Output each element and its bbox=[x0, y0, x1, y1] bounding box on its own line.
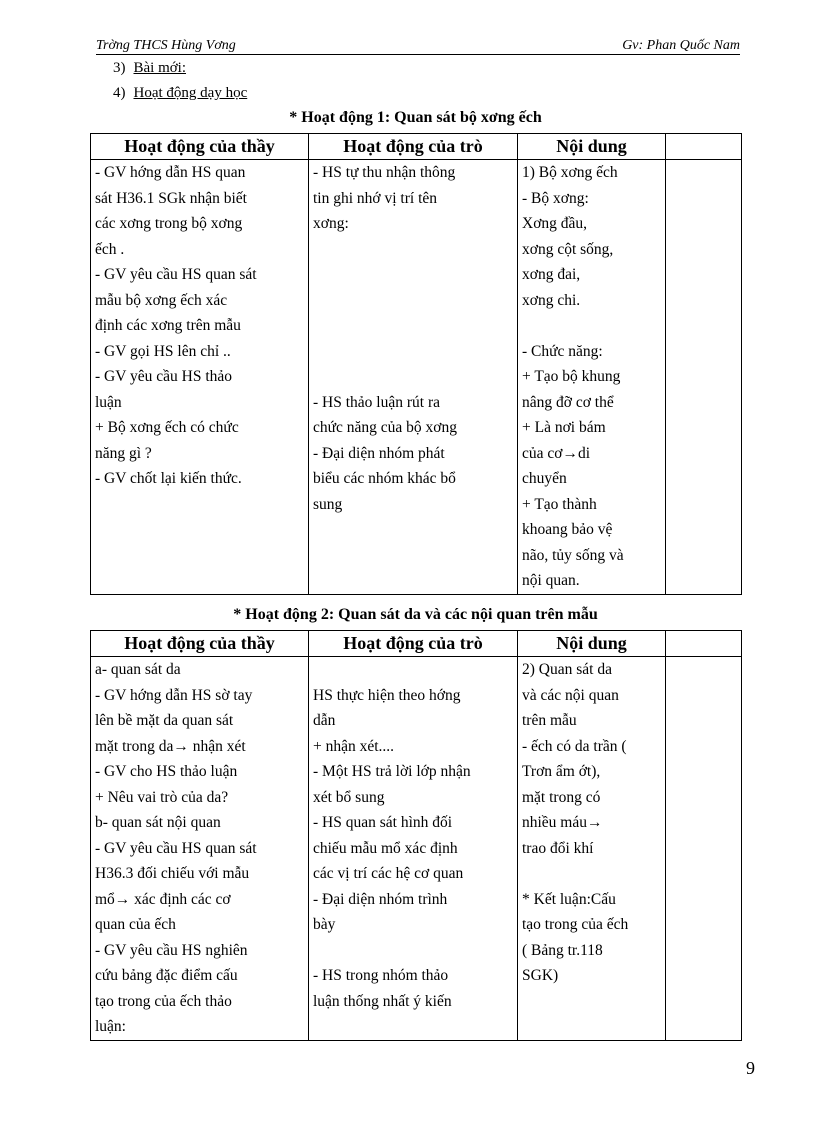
text-line bbox=[522, 313, 661, 339]
text-line: sát H36.1 SGk nhận biết bbox=[95, 189, 247, 207]
text-line: xét bổ sung bbox=[313, 788, 385, 806]
text-line: - ếch có da trần ( bbox=[522, 737, 627, 755]
item-teaching-activity bbox=[113, 85, 247, 102]
col-empty-header bbox=[666, 134, 742, 160]
text-line: - GV gọi HS lên chỉ .. bbox=[95, 342, 231, 360]
text-line: của cơ→di bbox=[522, 444, 591, 462]
text-line: - GV cho HS thảo luận bbox=[95, 763, 238, 780]
text-line: khoang bảo vệ bbox=[522, 521, 613, 538]
text-line: các xơng trong bộ xơng bbox=[95, 215, 243, 232]
text-line: - GV yêu cầu HS quan sát bbox=[95, 266, 257, 283]
text-line: tin ghi nhớ vị trí tên bbox=[313, 189, 438, 207]
text-line: nâng đỡ cơ thể bbox=[522, 393, 614, 411]
item-number: 4) bbox=[113, 85, 126, 101]
text-line: - Một HS trả lời lớp nhận bbox=[313, 763, 471, 780]
student-cell bbox=[309, 657, 518, 1041]
teacher-name: Gv: Phan Quốc Nam bbox=[622, 38, 740, 53]
text-line: - GV chốt lại kiến thức. bbox=[95, 470, 242, 487]
text-line bbox=[313, 938, 513, 964]
text-line: + nhận xét.... bbox=[313, 737, 395, 755]
teacher-cell bbox=[91, 657, 309, 1041]
table-row bbox=[91, 657, 742, 1041]
text-line: + Bộ xơng ếch có chức bbox=[95, 419, 239, 436]
text-line: tạo trong của ếch bbox=[522, 916, 629, 933]
text-line: a- quan sát da bbox=[95, 661, 181, 678]
text-line: trên mẫu bbox=[522, 712, 577, 729]
text-line: + Tạo bộ khung bbox=[522, 368, 621, 385]
text-line: - GV yêu cầu HS nghiên bbox=[95, 941, 248, 959]
section-2-title: * Hoạt động 2: Quan sát da và các nội quan trên mẫu bbox=[233, 606, 598, 623]
text-line bbox=[313, 313, 513, 339]
text-line: xơng đai, bbox=[522, 266, 581, 283]
text-line: - Chức năng: bbox=[522, 342, 603, 360]
text-line: + Tạo thành bbox=[522, 495, 597, 513]
item-number: 3) bbox=[113, 60, 126, 76]
text-line: 1) Bộ xơng ếch bbox=[522, 164, 618, 181]
item-text: Hoạt động dạy học bbox=[133, 85, 248, 101]
col-student-header: Hoạt động của trò bbox=[309, 631, 518, 657]
text-line: chức năng của bộ xơng bbox=[313, 419, 457, 436]
empty-cell bbox=[666, 160, 742, 595]
content-cell bbox=[518, 160, 666, 595]
text-line: - Đại diện nhóm phát bbox=[313, 444, 445, 462]
text-line: - GV yêu cầu HS quan sát bbox=[95, 839, 257, 857]
text-line: năng gì ? bbox=[95, 444, 152, 462]
school-name: Trờng THCS Hùng Vơng bbox=[96, 38, 236, 53]
text-line: bày bbox=[313, 916, 336, 933]
page-header bbox=[96, 38, 740, 55]
section-1-title: * Hoạt động 1: Quan sát bộ xơng ếch bbox=[289, 109, 542, 126]
empty-cell bbox=[666, 657, 742, 1041]
col-teacher-header: Hoạt động của thầy bbox=[91, 134, 309, 160]
col-student-header: Hoạt động của trò bbox=[309, 134, 518, 160]
text-line: nội quan. bbox=[522, 572, 580, 589]
col-content-header: Nội dung bbox=[518, 134, 666, 160]
text-line: ( Bảng tr.118 bbox=[522, 941, 603, 959]
page-number: 9 bbox=[746, 1058, 755, 1078]
text-line bbox=[313, 237, 513, 263]
text-line: - HS tự thu nhận thông bbox=[313, 164, 456, 181]
text-line: tạo trong của ếch thảo bbox=[95, 992, 232, 1010]
text-line: - HS quan sát hình đối bbox=[313, 814, 453, 831]
item-text: Bài mới: bbox=[133, 60, 187, 76]
text-line: b- quan sát nội quan bbox=[95, 814, 221, 831]
text-line: - HS trong nhóm thảo bbox=[313, 967, 449, 984]
text-line: chuyển bbox=[522, 470, 567, 487]
col-teacher-header: Hoạt động của thầy bbox=[91, 631, 309, 657]
text-line: HS thực hiện theo hớng bbox=[313, 686, 461, 704]
text-line: chiếu mẫu mổ xác định bbox=[313, 839, 458, 857]
text-line: ếch . bbox=[95, 240, 125, 258]
text-line bbox=[313, 657, 513, 683]
text-line: xơng chi. bbox=[522, 291, 581, 309]
text-line: luận: bbox=[95, 1018, 126, 1035]
text-line: mổ→ xác định các cơ bbox=[95, 890, 231, 908]
text-line: cứu bảng đặc điểm cấu bbox=[95, 967, 238, 984]
activity-2-table bbox=[90, 630, 742, 1041]
content-cell bbox=[518, 657, 666, 1041]
text-line: Trơn ẩm ớt), bbox=[522, 763, 601, 780]
text-line: * Kết luận:Cấu bbox=[522, 890, 616, 908]
text-line: mặt trong da→ nhận xét bbox=[95, 737, 246, 755]
table-row bbox=[91, 160, 742, 595]
text-line: + Là nơi bám bbox=[522, 419, 606, 436]
text-line: trao đổi khí bbox=[522, 839, 594, 857]
text-line: - Bộ xơng: bbox=[522, 189, 589, 207]
activity-1-table bbox=[90, 133, 742, 595]
student-cell bbox=[309, 160, 518, 595]
text-line: Xơng đầu, bbox=[522, 215, 588, 232]
text-line: luận bbox=[95, 393, 122, 411]
text-line bbox=[313, 364, 513, 390]
text-line: SGK) bbox=[522, 967, 559, 984]
text-line: luận thống nhất ý kiến bbox=[313, 992, 452, 1010]
text-line: xơng: bbox=[313, 215, 349, 232]
table-header-row bbox=[91, 631, 742, 657]
text-line: - GV hớng dẫn HS sờ tay bbox=[95, 686, 253, 704]
col-content-header: Nội dung bbox=[518, 631, 666, 657]
col-empty-header bbox=[666, 631, 742, 657]
text-line: - GV yêu cầu HS thảo bbox=[95, 368, 233, 385]
text-line: mẫu bộ xơng ếch xác bbox=[95, 291, 228, 309]
text-line: định các xơng trên mẫu bbox=[95, 317, 241, 334]
text-line: H36.3 đối chiếu với mẫu bbox=[95, 865, 250, 882]
text-line: nhiều máu→ bbox=[522, 814, 603, 831]
text-line bbox=[313, 339, 513, 365]
text-line: não, tủy sống và bbox=[522, 546, 624, 564]
text-line: - HS thảo luận rút ra bbox=[313, 393, 440, 411]
text-line: + Nêu vai trò của da? bbox=[95, 788, 229, 806]
table-header-row bbox=[91, 134, 742, 160]
text-line: xơng cột sống, bbox=[522, 240, 614, 258]
text-line bbox=[313, 288, 513, 314]
text-line: quan của ếch bbox=[95, 916, 176, 933]
text-line: - GV hớng dẫn HS quan bbox=[95, 164, 246, 181]
text-line: và các nội quan bbox=[522, 686, 619, 704]
text-line: - Đại diện nhóm trình bbox=[313, 890, 448, 908]
teacher-cell bbox=[91, 160, 309, 595]
text-line: lên bề mặt da quan sát bbox=[95, 712, 234, 729]
text-line bbox=[522, 861, 661, 887]
text-line: mặt trong có bbox=[522, 788, 601, 806]
text-line: sung bbox=[313, 495, 343, 513]
text-line: 2) Quan sát da bbox=[522, 661, 612, 678]
text-line bbox=[313, 262, 513, 288]
text-line: dẫn bbox=[313, 712, 336, 729]
text-line: các vị trí các hệ cơ quan bbox=[313, 865, 464, 882]
text-line: biểu các nhóm khác bổ bbox=[313, 470, 456, 487]
item-new-lesson bbox=[113, 60, 186, 77]
